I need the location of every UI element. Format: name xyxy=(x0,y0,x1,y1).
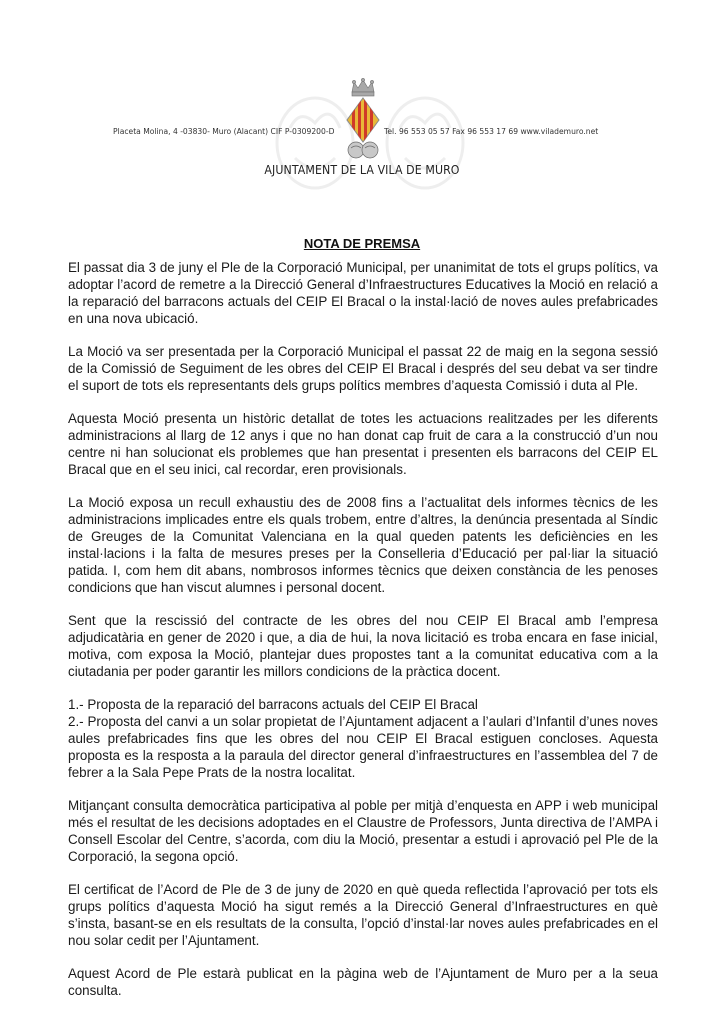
proposal-item: 1.- Proposta de la reparació del barracons actuals del CEIP El Bracal xyxy=(68,697,478,712)
proposals-list xyxy=(68,696,658,781)
letterhead-address-line xyxy=(110,127,620,141)
paragraph: El passat dia 3 de juny el Ple de la Corporació Municipal, per unanimitat de tots el grups polítics, va adoptar l’acord de remetre a la Direcció General d’Infraestructures Educatives la Moció en relació a la reparació del barracons actuals del CEIP El Bracal o la instal·lació de noves aules prefabricades en una nova ubicació. xyxy=(68,260,658,326)
paragraph: Aquesta Moció presenta un històric detallat de totes les actuacions realitzades per les diferents administracions al llarg de 12 anys i que no han donat cap fruit de cara a la construcció d’un nou centre ni han solucionat els problemes que han presentat i presenten els barracons del CEIP EL Bracal que en el seu inici, cal recordar, eren provisionals. xyxy=(68,411,658,477)
letterhead-address: Placeta Molina, 4 -03830- Muro (Alacant) CIF P-0309200-D xyxy=(113,127,335,136)
paragraph: Mitjançant consulta democràtica participativa al poble per mitjà d’enquesta en APP i web municipal més el resultat de les decisions adoptades en el Claustre de Professors, Junta directiva de l’AMPA i Consell Escolar del Centre, s’acorda, com diu la Moció, presentar a estudi i aprovació pel Ple de la Corporació, la segona opció. xyxy=(68,798,658,864)
paragraph: La Moció exposa un recull exhaustiu des de 2008 fins a l’actualitat dels informes tècnics de les administracions implicades entre els quals trobem, entre d’altres, la denúncia presentada al Síndic de Greuges de la Comunitat Valenciana en la qual queden patents les deficiències en les instal·lacions i la falta de mesures preses per la Conselleria d’Educació per pal·liar la situació patida. I, com hem dit abans, nombrosos informes tècnics que deixen constància de les penoses condicions que han viscut alumnes i personal docent. xyxy=(68,495,658,595)
organization-name: AJUNTAMENT DE LA VILA DE MURO xyxy=(264,162,460,177)
municipal-coat-of-arms-icon xyxy=(345,78,381,160)
document-title: NOTA DE PREMSA xyxy=(303,236,421,251)
document-body xyxy=(68,259,658,1015)
paragraph: Aquest Acord de Ple estarà publicat en la pàgina web de l’Ajuntament de Muro per a la seua consulta. xyxy=(68,966,658,998)
paragraph: Sent que la rescissió del contracte de les obres del nou CEIP El Bracal amb l’empresa adjudicatària en gener de 2020 i que, a dia de hui, la nova licitació es troba encara en fase inicial, motiva, com exposa la Moció, plantejar dues propostes tant a la comunitat educativa com a la ciutadania per poder garantir les millors condicions de la pràctica docent. xyxy=(68,613,658,679)
paragraph: El certificat de l’Acord de Ple de 3 de juny de 2020 en què queda reflectida l’aprovació per tots els grups polítics d’aquesta Moció ha sigut remés a la Direcció General d’Infraestructures en què s’insta, basant-se en els resultats de la consulta, l’opció d’instal·lar noves aules prefabricades en el nou solar cedit per l’Ajuntament. xyxy=(68,882,658,948)
letterhead-contact: Tel. 96 553 05 57 Fax 96 553 17 69 www.vilademuro.net xyxy=(384,127,599,136)
paragraph: La Moció va ser presentada per la Corporació Municipal el passat 22 de maig en la segona sessió de la Comissió de Seguiment de les obres del CEIP El Bracal i després del seu debat va ser tindre el suport de tots els representants dels grups polítics membres d’aquesta Comissió i duta al Ple. xyxy=(68,344,658,393)
proposal-item: 2.- Proposta del canvi a un solar propietat de l’Ajuntament adjacent a l’aulari d’Infantil d’unes noves aules prefabricades fins que les obres del nou CEIP El Bracal estiguen concloses. Aquesta proposta es la resposta a la paraula del director general d’infraestructures en l’assemblea del 7 de febrer a la Sala Pepe Prats de la nostra localitat. xyxy=(68,714,658,780)
